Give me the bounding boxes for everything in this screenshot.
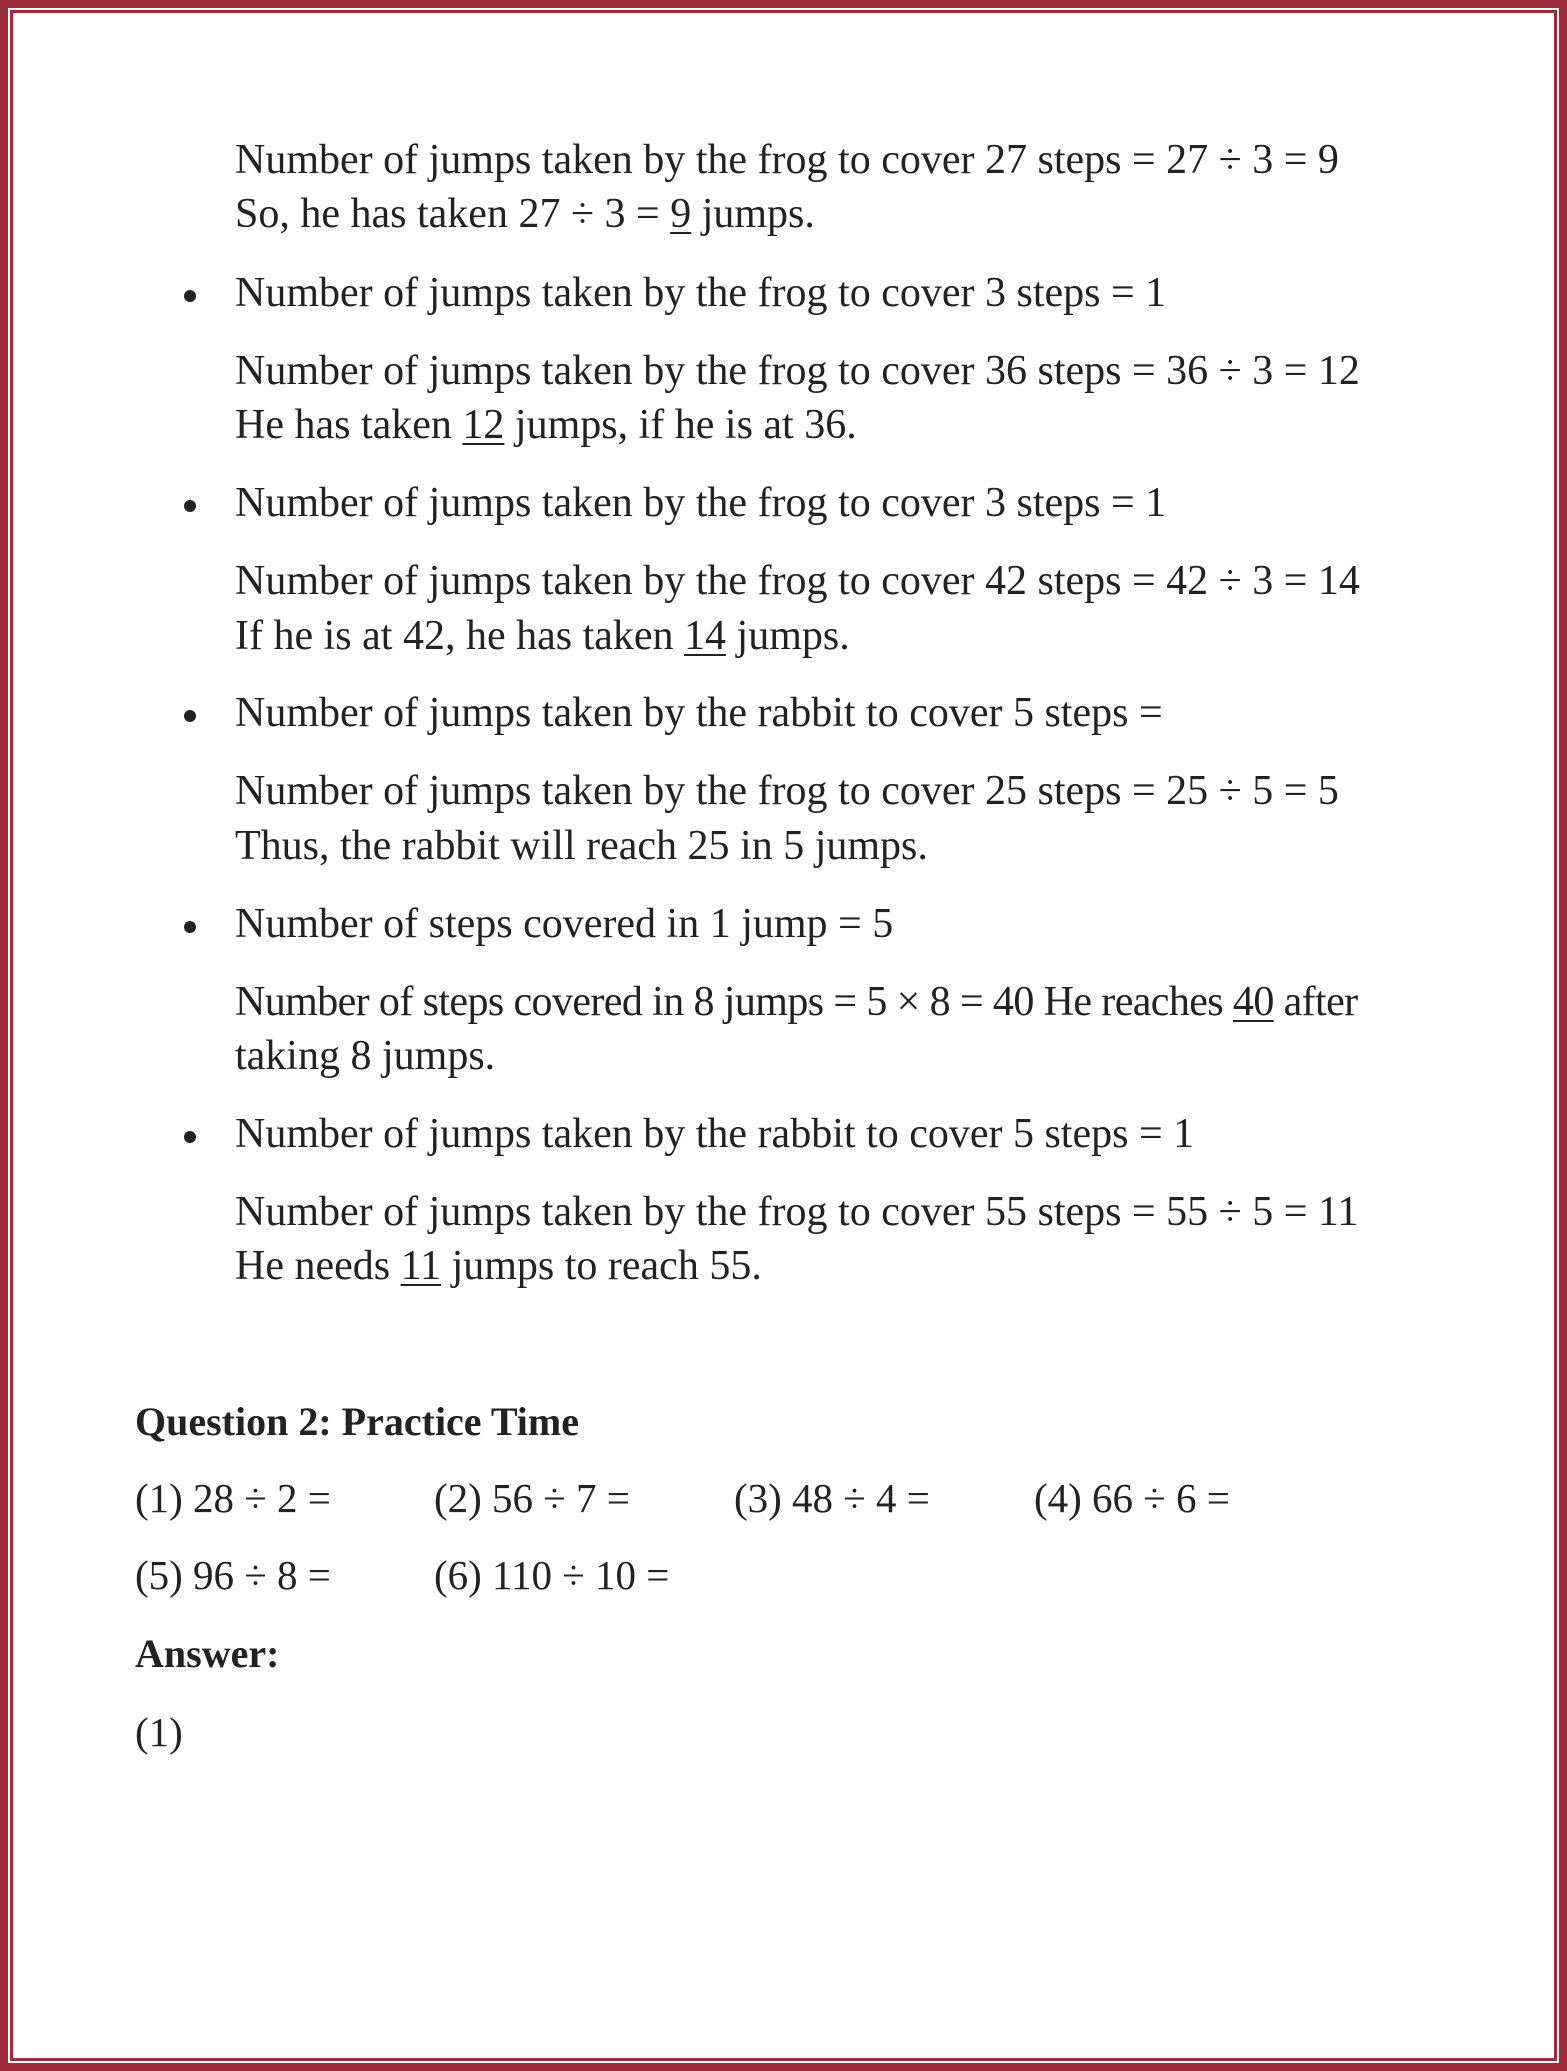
underlined-answer: 11 [400, 1243, 442, 1289]
underlined-answer: 14 [684, 613, 727, 659]
result-suffix: jumps. [726, 613, 850, 659]
bullet-given-line: Number of jumps taken by the frog to cover 3 steps = 1 [235, 270, 1167, 316]
bullet-icon [184, 290, 196, 302]
bullet-icon [184, 710, 196, 722]
result-suffix: jumps to reach 55. [441, 1243, 762, 1289]
bullet-calc-line: Number of jumps taken by the frog to cover 42 steps = 42 ÷ 3 = 14 [235, 558, 1360, 604]
bullet-given-line: Number of jumps taken by the rabbit to cover 5 steps = 1 [235, 1111, 1195, 1157]
bullet-result-line [235, 1242, 762, 1290]
practice-problem-5: (5) 96 ÷ 8 = [135, 1552, 331, 1598]
solution-text-line: Number of jumps taken by the frog to cover 27 steps = 27 ÷ 3 = 9 [235, 137, 1339, 183]
bullet-calc-line: Number of jumps taken by the frog to cover 25 steps = 25 ÷ 5 = 5 [235, 768, 1339, 814]
calc-suffix: after [1273, 979, 1358, 1025]
practice-problem-4: (4) 66 ÷ 6 = [1034, 1475, 1230, 1521]
bullet-icon [184, 1131, 196, 1143]
practice-problem-2: (2) 56 ÷ 7 = [434, 1475, 630, 1521]
underlined-answer: 12 [462, 402, 505, 448]
result-suffix: jumps, if he is at 36. [504, 402, 857, 448]
bullet-result-line [235, 401, 857, 449]
result-prefix: So, he has taken 27 ÷ 3 = [235, 191, 671, 237]
result-text: Thus, the rabbit will reach 25 in 5 jumps. [235, 823, 928, 869]
practice-problem-3: (3) 48 ÷ 4 = [734, 1475, 930, 1521]
question-2-title: Question 2: Practice Time [135, 1399, 579, 1444]
bullet-result-line [235, 822, 928, 870]
result-prefix: If he is at 42, he has taken [235, 613, 685, 659]
result-prefix: He needs [235, 1243, 401, 1289]
bullet-calc-line [235, 978, 1358, 1026]
bullet-given-line: Number of jumps taken by the frog to cover 3 steps = 1 [235, 480, 1167, 526]
bullet-calc-line: Number of jumps taken by the frog to cover 36 steps = 36 ÷ 3 = 12 [235, 348, 1360, 394]
bullet-icon [184, 500, 196, 512]
solution-result-line [235, 190, 815, 238]
bullet-given-line: Number of steps covered in 1 jump = 5 [235, 901, 894, 947]
underlined-answer: 40 [1232, 979, 1274, 1025]
underlined-answer: 9 [670, 191, 692, 237]
bullet-calc-line: Number of jumps taken by the frog to cover 55 steps = 55 ÷ 5 = 11 [235, 1189, 1359, 1235]
result-text: taking 8 jumps. [235, 1033, 496, 1079]
bullet-given-line: Number of jumps taken by the rabbit to cover 5 steps = [235, 690, 1163, 736]
result-suffix: jumps. [691, 191, 815, 237]
practice-problem-1: (1) 28 ÷ 2 = [135, 1475, 331, 1521]
answer-item-1: (1) [135, 1709, 183, 1755]
bullet-result-line [235, 612, 850, 660]
bullet-icon [184, 921, 196, 933]
practice-problem-6: (6) 110 ÷ 10 = [434, 1552, 670, 1598]
bullet-result-line [235, 1032, 495, 1080]
result-prefix: He has taken [235, 402, 463, 448]
answer-label: Answer: [135, 1631, 280, 1676]
calc-prefix: Number of steps covered in 8 jumps = 5 × 8 = 40 He reaches [235, 979, 1233, 1025]
